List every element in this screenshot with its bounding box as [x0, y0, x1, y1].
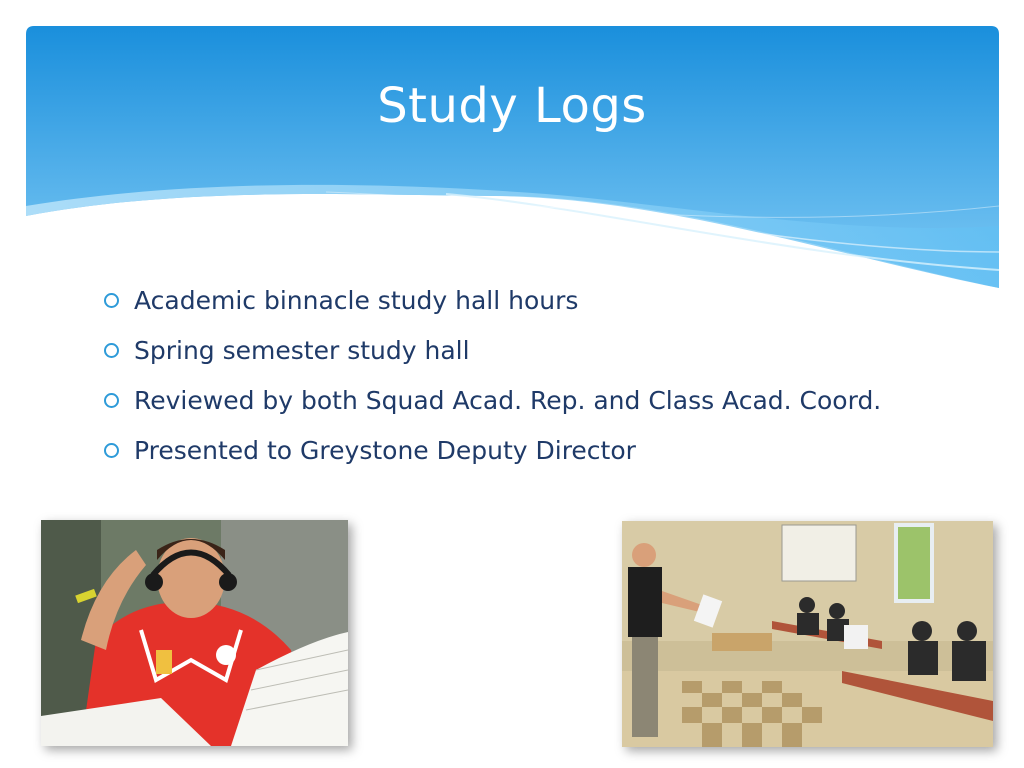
bullet-item: [104, 331, 924, 371]
bullet-item: [104, 381, 924, 421]
bullet-list: [104, 281, 924, 481]
slide-title: Study Logs: [377, 78, 647, 134]
title-banner: [26, 26, 999, 288]
bullet-text: Academic binnacle study hall hours: [134, 286, 579, 315]
bullet-text: Reviewed by both Squad Acad. Rep. and Class Acad. Coord.: [134, 386, 882, 415]
wave-banner-graphic: [26, 26, 999, 288]
bullet-item: [104, 431, 924, 471]
bullet-item: [104, 281, 924, 321]
bullet-text: Spring semester study hall: [134, 336, 470, 365]
classroom-lecture-photo: [622, 521, 993, 747]
bullet-circle-icon: [104, 293, 119, 308]
bullet-circle-icon: [104, 443, 119, 458]
bullet-circle-icon: [104, 393, 119, 408]
bullet-text: Presented to Greystone Deputy Director: [134, 436, 636, 465]
student-studying-photo: [41, 520, 348, 746]
bullet-circle-icon: [104, 343, 119, 358]
